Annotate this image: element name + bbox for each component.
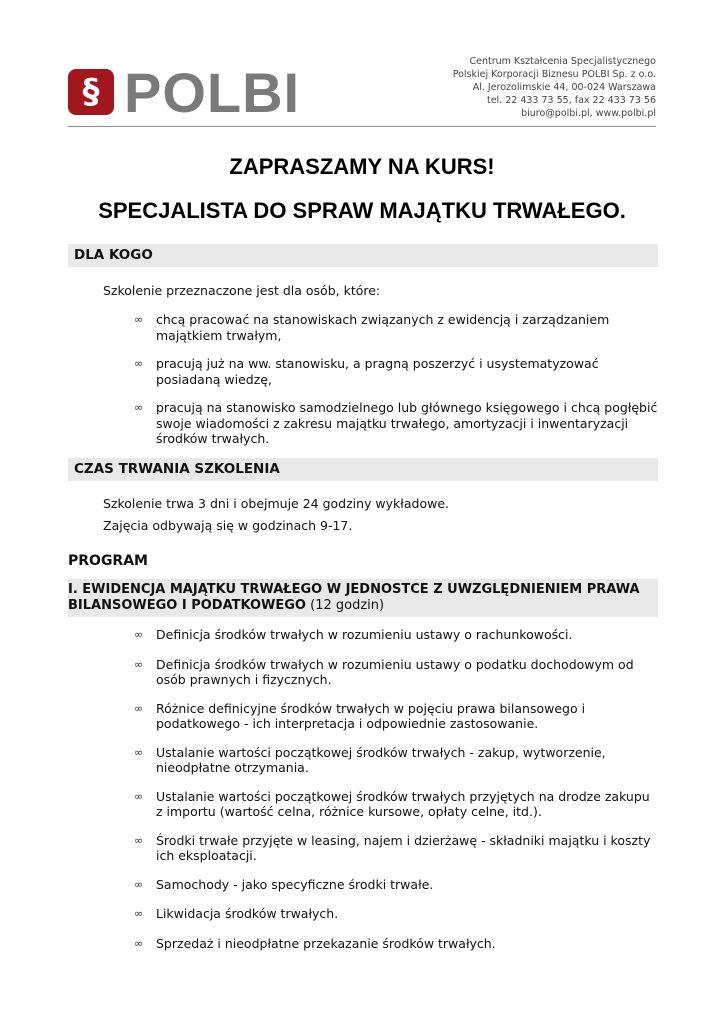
module-hours: (12 godzin) xyxy=(310,598,385,613)
list-item xyxy=(134,627,659,643)
module-heading xyxy=(68,579,658,617)
list-item xyxy=(134,657,659,688)
list-item-text: Likwidacja środków trwałych. xyxy=(156,906,339,921)
list-item-text: pracują na stanowisko samodzielnego lub głównego księgowego i chcą pogłębić swoje wiadomości z zakresu majątku trwałego, amortyzacji i inwentaryzacji środków trwałych. xyxy=(156,400,658,446)
logo-wordmark: POLBI xyxy=(124,61,301,124)
bullet-icon: ∞ xyxy=(134,936,144,950)
list-item xyxy=(134,936,659,952)
bullet-icon: ∞ xyxy=(134,907,144,920)
list-item xyxy=(134,400,659,447)
bullet-icon: ∞ xyxy=(134,313,144,326)
list-item-text: pracują już na ww. stanowisku, a pragną poszerzyć i usystematyzować posiadaną wiedzę, xyxy=(156,356,599,387)
list-item-text: Środki trwałe przyjęte w leasing, najem i dzierżawę - składniki majątku i koszty ich eksploatacji. xyxy=(156,832,651,863)
list-item-text: Definicja środków trwałych w rozumieniu ustawy o podatku dochodowym od osób prawnych i fizycznych. xyxy=(156,656,634,687)
list-item xyxy=(134,701,659,732)
list-item-text: Sprzedaż i nieodpłatne przekazanie środków trwałych. xyxy=(156,935,496,951)
company-line: Al. Jerozolimskie 44, 00-024 Warszawa xyxy=(472,82,656,93)
hours-text: Zajęcia odbywają się w godzinach 9-17. xyxy=(103,518,353,533)
program-heading: PROGRAM xyxy=(68,553,148,569)
paragraph-logo-icon: § xyxy=(68,69,114,115)
list-item-text: Ustalanie wartości początkowej środków trwałych - zakup, wytworzenie, nieodpłatne otrzymania. xyxy=(156,744,606,775)
bullet-icon: ∞ xyxy=(134,701,144,715)
company-line: tel. 22 433 73 55, fax 22 433 73 56 xyxy=(486,95,656,106)
company-line: biuro@polbi.pl, www.polbi.pl xyxy=(521,108,656,119)
list-item-text: Definicja środków trwałych w rozumieniu ustawy o rachunkowości. xyxy=(156,627,573,642)
list-item xyxy=(134,833,659,864)
duration-text: Szkolenie trwa 3 dni i obejmuje 24 godziny wykładowe. xyxy=(103,496,449,511)
polbi-logo xyxy=(68,61,328,124)
list-item-text: Różnice definicyjne środków trwałych w pojęciu prawa bilansowego i podatkowego - ich interpretacja i odpowiednie zastosowanie. xyxy=(156,700,586,731)
audience-list xyxy=(134,312,659,447)
bullet-icon: ∞ xyxy=(134,657,144,671)
header-divider xyxy=(68,126,656,127)
list-item xyxy=(134,906,659,922)
program-list xyxy=(134,627,659,951)
list-item-text: chcą pracować na stanowiskach związanych z ewidencją i zarządzaniem majątkiem trwałym, xyxy=(156,312,610,343)
bullet-icon: ∞ xyxy=(134,789,144,803)
list-item-text: Samochody - jako specyficzne środki trwałe. xyxy=(156,876,434,892)
letterhead xyxy=(0,0,724,130)
bullet-icon: ∞ xyxy=(134,357,144,370)
bullet-icon: ∞ xyxy=(134,833,144,847)
invitation-title: ZAPRASZAMY NA KURS! xyxy=(229,154,495,179)
bullet-icon: ∞ xyxy=(134,877,144,891)
section-heading-dla-kogo: DLA KOGO xyxy=(68,244,658,267)
list-item xyxy=(134,789,659,820)
list-item xyxy=(134,356,659,387)
bullet-icon: ∞ xyxy=(134,401,144,414)
bullet-icon: ∞ xyxy=(134,745,144,759)
audience-intro: Szkolenie przeznaczone jest dla osób, które: xyxy=(103,283,381,298)
module-title: I. EWIDENCJA MAJĄTKU TRWAŁEGO W JEDNOSTCE Z UWZGLĘDNIENIEM PRAWA BILANSOWEGO I PODATKOWEGO xyxy=(68,582,640,613)
course-title: SPECJALISTA DO SPRAW MAJĄTKU TRWAŁEGO. xyxy=(98,198,626,223)
list-item xyxy=(134,877,659,893)
company-address xyxy=(453,55,656,120)
list-item xyxy=(134,745,659,776)
list-item xyxy=(134,312,659,343)
section-heading-czas: CZAS TRWANIA SZKOLENIA xyxy=(68,458,658,481)
bullet-icon: ∞ xyxy=(134,628,144,641)
list-item-text: Ustalanie wartości początkowej środków trwałych przyjętych na drodze zakupu z importu (wartość celna, różnice kursowe, opłaty celne, itd.). xyxy=(156,788,650,819)
company-line: Centrum Kształcenia Specjalistycznego xyxy=(469,56,656,67)
company-line: Polskiej Korporacji Biznesu POLBI Sp. z o.o. xyxy=(452,69,656,80)
